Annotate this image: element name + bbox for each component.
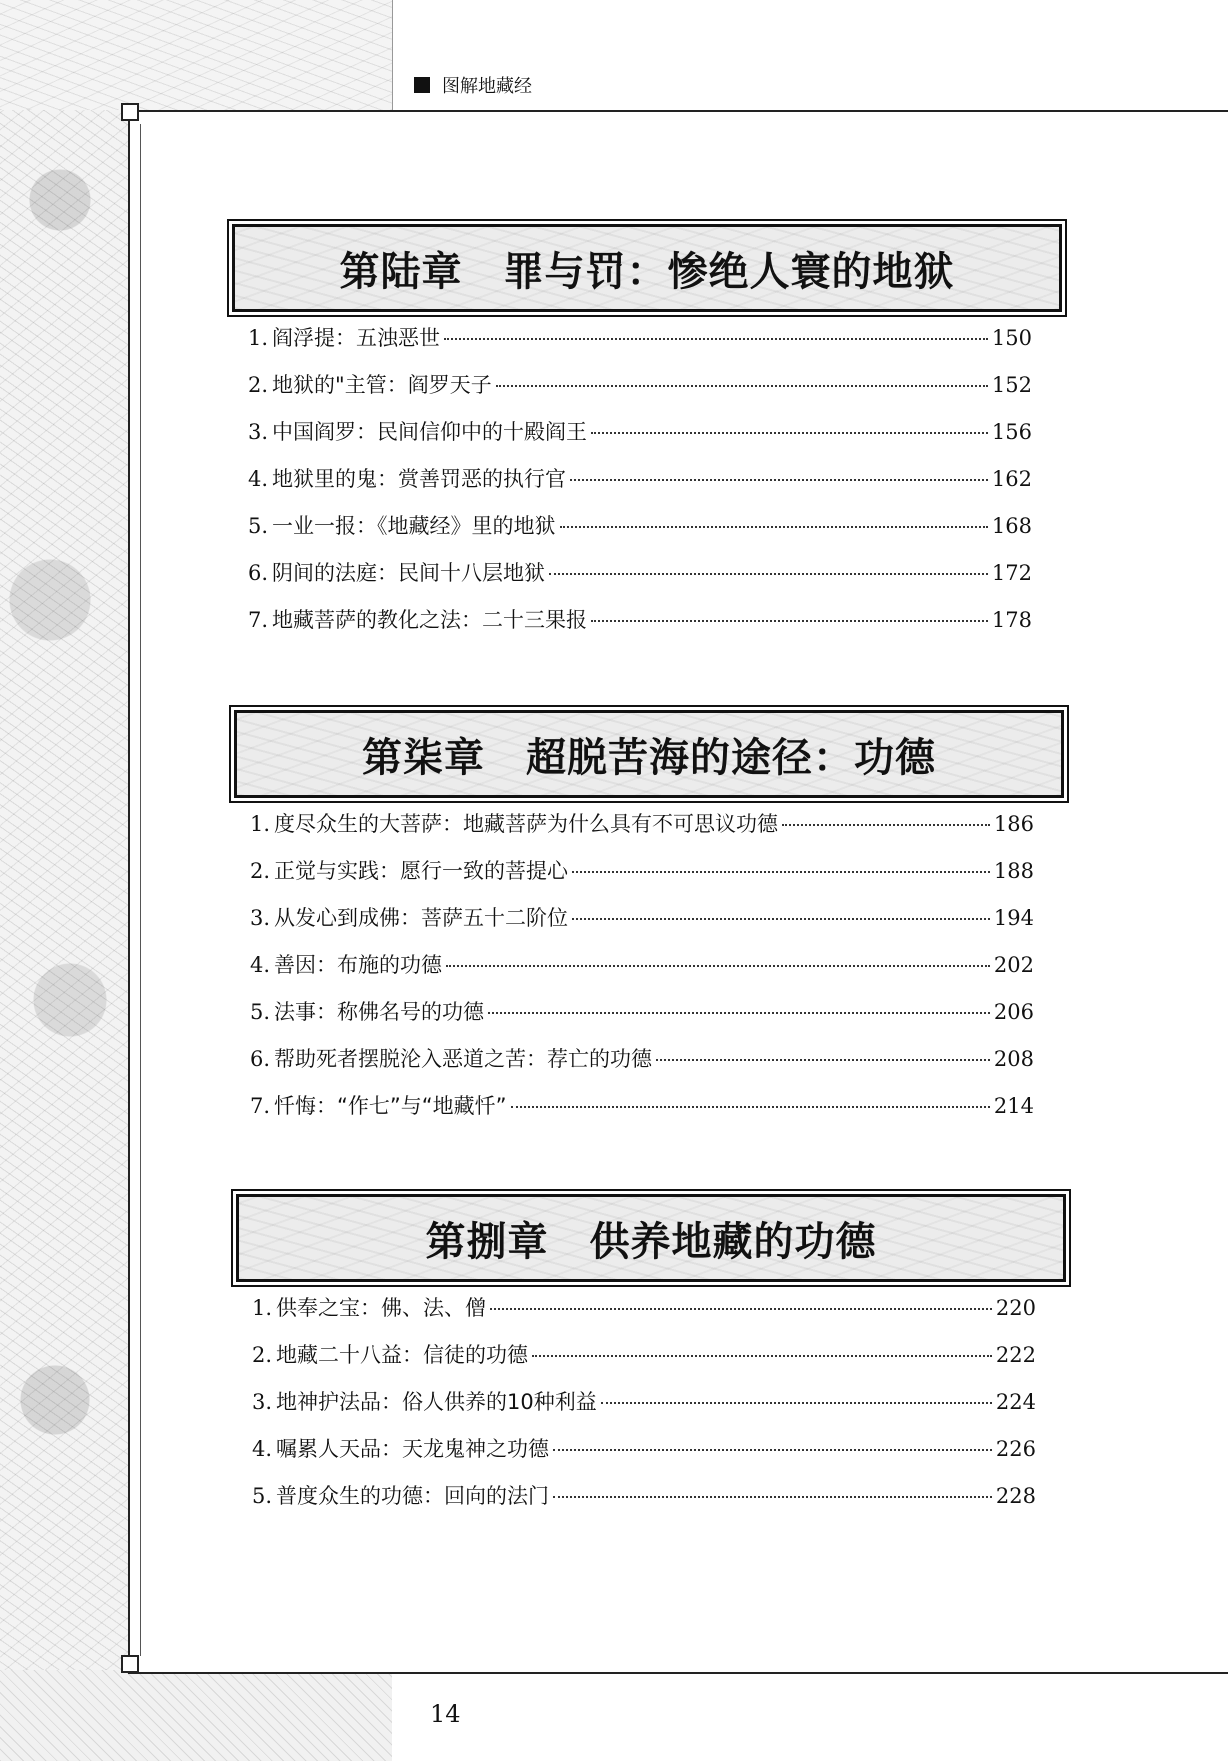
leader-dots <box>488 1012 990 1014</box>
toc-entry[interactable] <box>252 1339 1036 1386</box>
toc-entry-page: 226 <box>995 1437 1036 1461</box>
toc-entry-page: 194 <box>993 906 1034 930</box>
leader-dots <box>560 526 988 528</box>
toc-entry-title: 阎浮提：五浊恶世 <box>272 326 441 350</box>
leader-dots <box>656 1059 990 1061</box>
toc-entry[interactable] <box>250 1043 1034 1090</box>
toc-entry[interactable] <box>250 855 1034 902</box>
toc-entry[interactable] <box>252 1386 1036 1433</box>
toc-entry-number: 7. <box>250 1094 271 1118</box>
toc-entry-number: 5. <box>250 1000 271 1024</box>
frame-corner-top <box>121 103 139 121</box>
toc-entry[interactable] <box>248 369 1032 416</box>
toc-entry-number: 4. <box>250 953 271 977</box>
chapter-title: 第陆章 罪与罚：惨绝人寰的地狱 <box>339 247 955 295</box>
toc-entry-page: 228 <box>995 1484 1036 1508</box>
header-square-icon <box>414 77 430 93</box>
chapter-title: 第柒章 超脱苦海的途径：功德 <box>362 733 936 781</box>
toc-entry-page: 224 <box>995 1390 1036 1414</box>
toc-entry-number: 2. <box>252 1343 273 1367</box>
toc-entry-page: 186 <box>993 812 1034 836</box>
leader-dots <box>601 1402 992 1404</box>
toc-entry-page: 214 <box>993 1094 1034 1118</box>
toc-entry-page: 222 <box>995 1343 1036 1367</box>
leader-dots <box>549 573 988 575</box>
toc-entry-title: 善因：布施的功德 <box>274 953 443 977</box>
leader-dots <box>496 385 988 387</box>
frame-corner-bottom <box>121 1655 139 1673</box>
leader-dots <box>446 965 990 967</box>
toc-entry[interactable] <box>248 604 1032 651</box>
toc-entry-page: 220 <box>995 1296 1036 1320</box>
leader-dots <box>553 1496 992 1498</box>
toc-entry-page: 206 <box>993 1000 1034 1024</box>
toc-entry[interactable] <box>252 1480 1036 1527</box>
toc-entry-number: 1. <box>252 1296 273 1320</box>
toc-entry-title: 地狱里的鬼：赏善罚恶的执行官 <box>272 467 567 491</box>
toc-entry-title: 嘱累人天品：天龙鬼神之功德 <box>276 1437 550 1461</box>
decorative-engraving-bottom <box>0 1670 392 1761</box>
toc-entry-number: 5. <box>248 514 269 538</box>
toc-entry-page: 162 <box>991 467 1032 491</box>
toc-entry[interactable] <box>248 416 1032 463</box>
toc-entry-number: 6. <box>250 1047 271 1071</box>
toc-entry-title: 地藏二十八益：信徒的功德 <box>276 1343 529 1367</box>
leader-dots <box>490 1308 992 1310</box>
toc-entry-title: 忏悔：“作七”与“地藏忏” <box>274 1094 507 1118</box>
toc-entry[interactable] <box>250 1090 1034 1137</box>
toc-entry-number: 3. <box>248 420 269 444</box>
toc-entry-page: 168 <box>991 514 1032 538</box>
toc-entry[interactable] <box>252 1292 1036 1339</box>
decorative-engraving-top <box>0 0 392 110</box>
running-header <box>392 60 1228 110</box>
decorative-engraving-left <box>0 0 140 1761</box>
leader-dots <box>782 824 990 826</box>
toc-entry[interactable] <box>248 510 1032 557</box>
toc-entry-page: 188 <box>993 859 1034 883</box>
toc-entry-number: 4. <box>252 1437 273 1461</box>
toc-entry-number: 1. <box>250 812 271 836</box>
leader-dots <box>572 918 990 920</box>
toc-entry-title: 法事：称佛名号的功德 <box>274 1000 485 1024</box>
book-title: 图解地藏经 <box>442 76 532 97</box>
chapter-heading-7 <box>234 710 1064 798</box>
toc-entry-title: 一业一报：《地藏经》里的地狱 <box>272 514 556 538</box>
toc-entry-title: 中国阎罗：民间信仰中的十殿阎王 <box>272 420 588 444</box>
toc-entry-title: 度尽众生的大菩萨：地藏菩萨为什么具有不可思议功德 <box>274 812 779 836</box>
toc-entry[interactable] <box>248 322 1032 369</box>
toc-entry-page: 150 <box>991 326 1032 350</box>
toc-entry-page: 202 <box>993 953 1034 977</box>
toc-entry-page: 208 <box>993 1047 1034 1071</box>
leader-dots <box>572 871 990 873</box>
leader-dots <box>570 479 988 481</box>
leader-dots <box>532 1355 992 1357</box>
toc-entry-number: 4. <box>248 467 269 491</box>
toc-entry-number: 2. <box>248 373 269 397</box>
leader-dots <box>591 620 988 622</box>
leader-dots <box>591 432 988 434</box>
chapter-title: 第捌章 供养地藏的功德 <box>425 1217 877 1265</box>
toc-entry-title: 供奉之宝：佛、法、僧 <box>276 1296 487 1320</box>
leader-dots <box>511 1106 990 1108</box>
toc-entry-title: 地神护法品：俗人供养的10种利益 <box>276 1390 597 1414</box>
toc-entry[interactable] <box>252 1433 1036 1480</box>
toc-entry-title: 地狱的"主管：阎罗天子 <box>272 373 492 397</box>
toc-entry-title: 地藏菩萨的教化之法：二十三果报 <box>272 608 588 632</box>
toc-entry[interactable] <box>250 949 1034 996</box>
toc-list-chapter-7 <box>250 808 1034 1137</box>
toc-entry[interactable] <box>250 996 1034 1043</box>
toc-entry-number: 7. <box>248 608 269 632</box>
toc-entry-title: 帮助死者摆脱沦入恶道之苦：荐亡的功德 <box>274 1047 653 1071</box>
toc-entry-page: 152 <box>991 373 1032 397</box>
toc-entry-number: 6. <box>248 561 269 585</box>
toc-entry-title: 阴间的法庭：民间十八层地狱 <box>272 561 546 585</box>
leader-dots <box>444 338 988 340</box>
toc-entry[interactable] <box>248 463 1032 510</box>
toc-entry-number: 1. <box>248 326 269 350</box>
toc-entry[interactable] <box>248 557 1032 604</box>
leader-dots <box>553 1449 992 1451</box>
chapter-heading-6 <box>232 224 1062 312</box>
toc-list-chapter-8 <box>252 1292 1036 1527</box>
toc-entry-title: 正觉与实践：愿行一致的菩提心 <box>274 859 569 883</box>
toc-entry[interactable] <box>250 808 1034 855</box>
page-number: 14 <box>430 1700 461 1728</box>
toc-entry-number: 2. <box>250 859 271 883</box>
toc-entry-number: 3. <box>252 1390 273 1414</box>
toc-entry-number: 5. <box>252 1484 273 1508</box>
chapter-heading-8 <box>236 1194 1066 1282</box>
toc-entry-number: 3. <box>250 906 271 930</box>
toc-entry-page: 178 <box>991 608 1032 632</box>
toc-entry-page: 172 <box>991 561 1032 585</box>
toc-entry[interactable] <box>250 902 1034 949</box>
toc-entry-title: 普度众生的功德：回向的法门 <box>276 1484 550 1508</box>
toc-entry-page: 156 <box>991 420 1032 444</box>
toc-list-chapter-6 <box>248 322 1032 651</box>
toc-entry-title: 从发心到成佛：菩萨五十二阶位 <box>274 906 569 930</box>
